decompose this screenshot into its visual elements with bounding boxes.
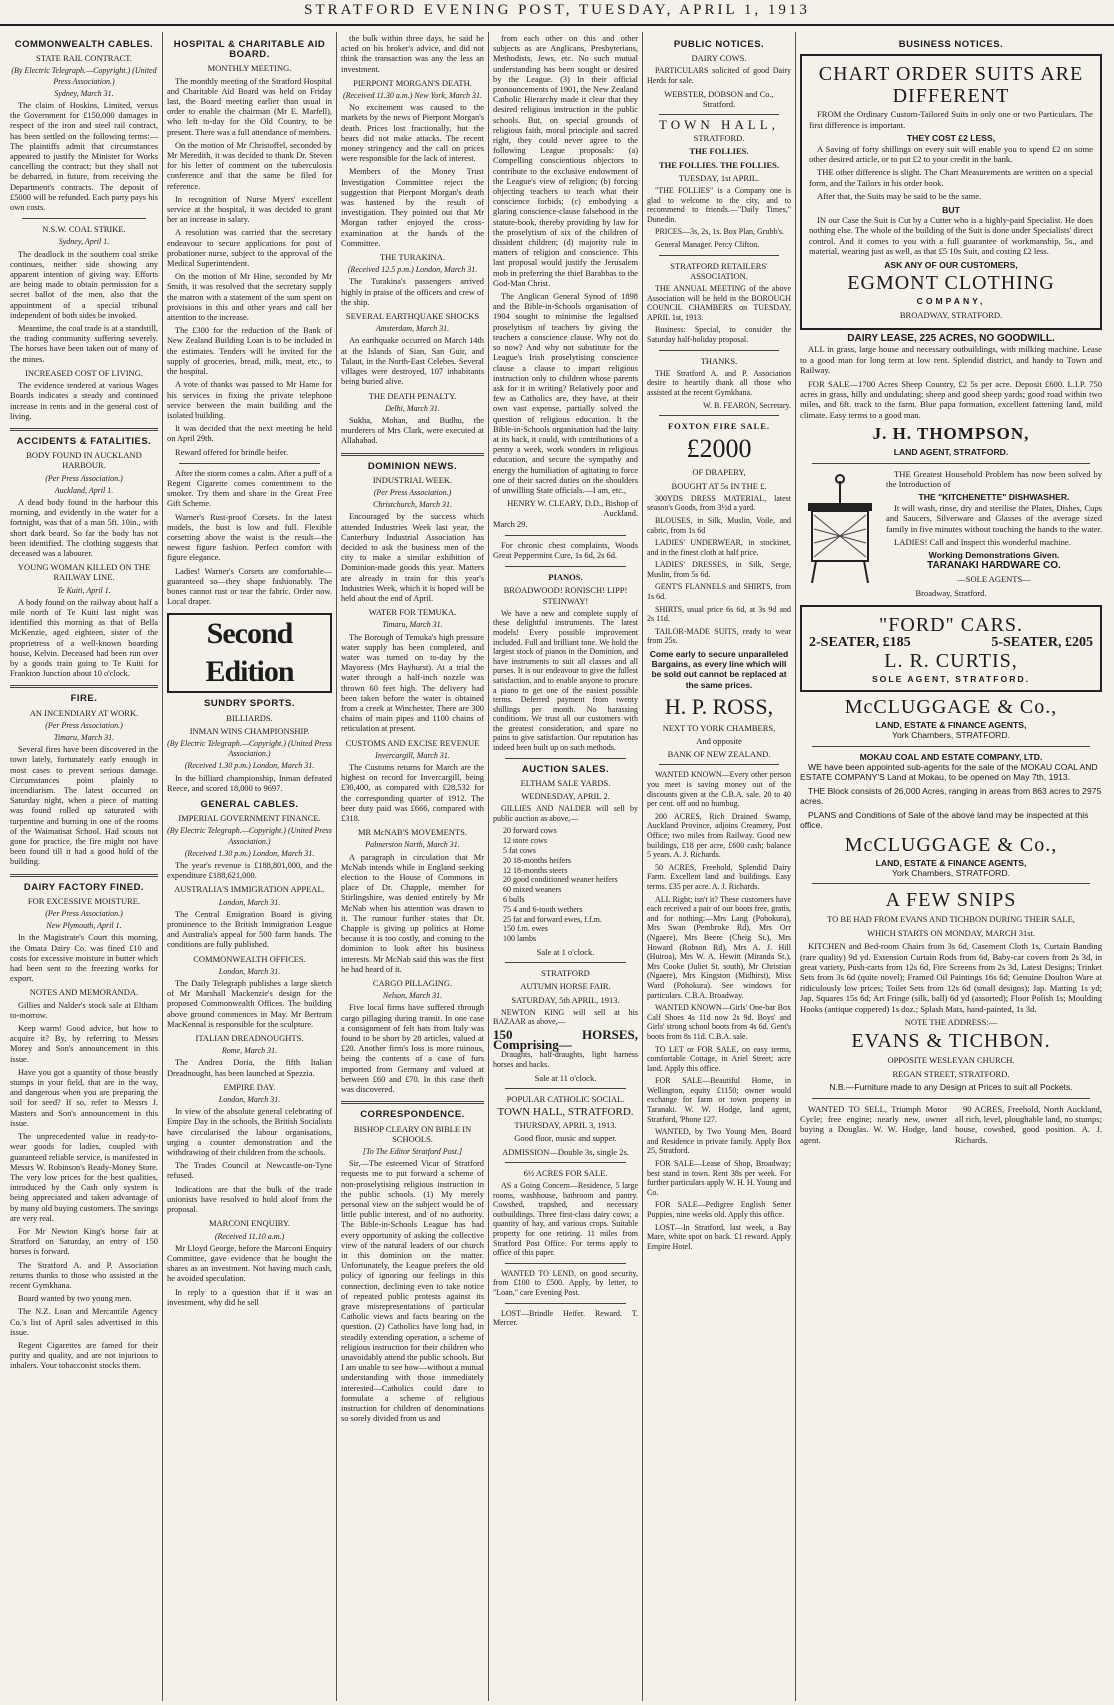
- column-6: [796, 34, 1106, 1699]
- article-title: AN INCENDIARY AT WORK.: [29, 707, 139, 718]
- advert-highlight: Working Demonstrations Given.: [928, 550, 1060, 561]
- advert-company-suffix: COMPANY,: [916, 296, 986, 307]
- advert-subtitle: LAND, ESTATE & FINANCE AGENTS,: [875, 719, 1027, 730]
- advert-manager: General Manager. Percy Clifton.: [655, 239, 760, 249]
- article-dateline: (Received 1.30 p.m.) London, March 31.: [184, 761, 315, 771]
- article-text: It was decided that the next meeting be held on April 29th.: [167, 424, 332, 444]
- second-edition-banner: Second Edition: [167, 613, 332, 693]
- advert-title: POPULAR CATHOLIC SOCIAL.: [506, 1093, 625, 1104]
- article-title: MONTHLY MEETING.: [207, 63, 292, 74]
- advert-address: REGAN STREET, STRATFORD.: [892, 1068, 1010, 1079]
- classified-ad: LOST—In Stratford, last week, a Bay Mare, white spot on back. £1 reward. Apply Empire Hotel.: [647, 1222, 791, 1251]
- article-credit: (Per Press Association.): [45, 720, 123, 730]
- advert-agents: —SOLE AGENTS—: [957, 574, 1031, 585]
- article-text: No excitement was caused to the markets by the news of Pierpont Morgan's death. Prices lost fractionally, but the bears did not make attacks. The recent money stringency and the call on prices were responsible for the lack of interest.: [341, 103, 484, 164]
- advert-company: McCLUGGAGE & Co.,: [844, 833, 1058, 856]
- article-title: SEVERAL EARTHQUAKE SHOCKS: [345, 311, 480, 322]
- advert-agent-title: SOLE AGENT, STRATFORD.: [871, 674, 1031, 685]
- list-item: 75 4 and 6-tooth wethers: [503, 904, 583, 914]
- list-item: BLOUSES, in Silk, Muslin, Voile, and cabric, from 1s 6d: [647, 515, 791, 535]
- classified-ad: ALL Right; isn't it? These customers have each received a pair of our boots free, gratis, and for nothing:—Mrs Lang (Pohokura), Mrs Swan (Pembroke Rd), Mrs Orr (Ngaere), Mrs Beere (Cheig St.), Mrs Howard (Robson Rd), Mrs A. J. Hill (Huiroa), Mrs W. A. Hewitt (Miranda St.), Mrs Cooke (Juliet St. south), Mr Christian (Ngaere), Mrs Kingston (Midhirst), Miss Ward (Pohokura). See windows for particulars. C.B.A. Broadway.: [647, 894, 791, 1000]
- advert-show-line: THE FOLLIES. THE FOLLIES.: [658, 159, 780, 170]
- article-dateline: Auckland, April 1.: [54, 485, 114, 495]
- article-title: CARGO PILLAGING.: [372, 978, 453, 989]
- masthead: STRATFORD EVENING POST, TUESDAY, APRIL 1, 1913: [0, 2, 1114, 26]
- section-heading: CORRESPONDENCE.: [360, 1109, 465, 1121]
- advert-text: FOR SALE—1700 Acres Sheep Country, £2 5s per acre. Deposit £600. L.I.P. 750 acres in grass, hilly and undulating; sheep and good sheep yards; good road within two miles, and 6ft. track to the farm. Blue papa formation, excellent fattening land, mild climate. Easy terms to a good man.: [800, 378, 1102, 420]
- advert-text: Ladies! Warner's Corsets are comfortable—guaranteed so—they shape fashionably. The bones cannot rust or tear the fabric. Order now. Local draper.: [167, 566, 332, 607]
- classified-ad: WANTED KNOWN—Every other person you meet is saving money out of the discounts given at the C.B.A. sale. 20 to 40 per cent. off and no humbug.: [647, 770, 791, 809]
- article-text: For Mr Newton King's horse fair at Stratford on Saturday, an entry of 150 horses is forward.: [10, 1226, 158, 1257]
- article-credit: (By Electric Telegraph.—Copyright.) (United Press Association.): [11, 66, 157, 86]
- list-item: 12 store cows: [503, 836, 547, 846]
- advert-agent: L. R. CURTIS,: [884, 650, 1018, 673]
- letter-signature: HENRY W. CLEARY, D.D., Bishop of Auckland.: [507, 499, 638, 519]
- advert-brands: BROADWOOD! RONISCH! LIPP! STEINWAY!: [503, 585, 628, 606]
- advert-highlight: BUT: [942, 204, 960, 215]
- article-title: THE DEATH PENALTY.: [368, 390, 457, 401]
- classified-ad: FOR SALE—Lease of Shop, Broadway; best stand in town. Rent 38s per week. For further particulars apply W. H. H. Young and Co.: [647, 1159, 791, 1197]
- advert-title: TOWN HALL,: [659, 117, 779, 132]
- article-title: INDUSTRIAL WEEK.: [372, 474, 453, 485]
- advert-agent-title: LAND AGENT, STRATFORD.: [893, 447, 1009, 458]
- article-text: On the motion of Mr Hine, seconded by Mr Smith, it was resolved that the secretary supply the matron with a statement of the sum spent on provisions in this and other years and call her attention to the increase.: [167, 272, 332, 323]
- article-dateline: Timaru, March 31.: [382, 620, 443, 630]
- advert-price-two-seater: 2-SEATER, £185: [809, 635, 911, 651]
- advert-text: IN our Case the Suit is Cut by a Cutter who is a highly-paid Specialist. He does nothing else. The whole of the building of the Suit is done under Specialists' direct control. And it comes to you with a full guarantee of workmanship, 5s., and material, wearing just as well, as that £5 10s Suit, and costing £2 less.: [809, 215, 1093, 257]
- article-text: The monthly meeting of the Stratford Hospital and Charitable Aid Board was held on Friday last, the Board meeting earlier than usual in order to enable the chairman (Mr E. Marfell), who left to-day for the Old Country, to be present. There was a full attendance of members.: [167, 76, 332, 137]
- advert-title: STRATFORD: [541, 968, 590, 979]
- article-text: the bulk within three days, he said he acted on his broker's advice, and did not think the transaction was any the less an investment.: [341, 34, 484, 74]
- advert-text: PLANS and Conditions of Sale of the above land may be inspected at this office.: [800, 809, 1089, 831]
- advert-subtitle: AUTUMN HORSE FAIR.: [520, 981, 611, 992]
- article-title: THE TURAKINA.: [379, 252, 445, 263]
- advert-subtitle: STRATFORD.: [693, 133, 745, 144]
- classified-ad: WANTED, by Two Young Men, Board and Residence in private family. Apply Box 25, Stratford.: [647, 1127, 791, 1156]
- advert-note: NOTE THE ADDRESS:—: [904, 1016, 998, 1027]
- chart-order-suits-advert: [800, 54, 1102, 330]
- advert-company: EGMONT CLOTHING: [847, 272, 1055, 295]
- article-dateline: (Received 11.30 a.m.) New York, March 31.: [342, 91, 482, 101]
- list-item: 20 good conditioned weaner heifers: [503, 875, 618, 885]
- list-item: GENT'S FLANNELS and SHIRTS, from 1s 6d.: [647, 582, 791, 602]
- advert-company: McCLUGGAGE & Co.,: [844, 695, 1058, 718]
- list-item: 6 bulls: [503, 895, 525, 905]
- advert-text: LADIES! Call and Inspect this wonderful machine.: [894, 537, 1071, 547]
- article-title: BILLIARDS.: [226, 712, 273, 723]
- list-item: 20 forward cows: [503, 826, 557, 836]
- classified-ad: 200 ACRES, Rich Drained Swamp, Auckland Province, adjoins Creamery, Post Office; two miles from Railway. Good new buildings, £18 per acre, £600 cash; balance 5 years. A. J. Richards.: [647, 811, 791, 860]
- advert-text: FROM the Ordinary Custom-Tailored Suits in only one or two Particulars. The first difference is important.: [809, 109, 1093, 130]
- advert-prices: PRICES—3s, 2s, 1s. Box Plan, Grubb's.: [655, 227, 785, 237]
- list-item: SHIRTS, usual price 6s 6d, at 3s 9d and 2s 11d.: [647, 604, 791, 624]
- list-item: 5 fat cows: [503, 846, 536, 856]
- article-title: IMPERIAL GOVERNMENT FINANCE.: [178, 813, 321, 824]
- advert-text: After that, the Suits may be said to be the same.: [817, 191, 982, 202]
- article-dateline: Te Kuiti, April 1.: [57, 585, 111, 595]
- article-text: Regent Cigarettes are famed for their purity and quality, and are not injurious to inhalers. Your tobacconist stocks them.: [10, 1340, 158, 1371]
- advert-text: "THE FOLLIES" is a Company one is glad to welcome to the city, and to recommend to friends.—"Daily Times," Dunedin.: [647, 186, 791, 224]
- article-credit: (By Electric Telegraph.—Copyright.) (United Press Association.): [167, 738, 332, 759]
- article-text: A dead body found in the harbour this morning, and evidently in the water for a fortnight, was that of a man 5ft. 10in., with short dark beard. So far the body has not been identified. The clothing suggests that deceased was a labourer.: [10, 497, 158, 558]
- article-title: N.S.W. COAL STRIKE.: [42, 224, 126, 235]
- letter-date: March 29.: [493, 519, 528, 529]
- advert-text: ALL in grass, large house and necessary outbuildings, with milking machine. Lease to a good man for long term at low rent. Splendid district, and handy to Town and Railway.: [800, 344, 1102, 376]
- article-dateline: London, March 31.: [218, 966, 281, 976]
- section-heading: COMMONWEALTH CABLES.: [14, 39, 154, 50]
- advert-text: It will wash, rinse, dry and sterilise the Plates, Dishes, Cups and Saucers, Silverware and Glasses of the average sized family in five minutes without touching the hands to the water.: [886, 502, 1102, 534]
- advert-subtitle: TO BE HAD FROM EVANS AND TICHBON DURING THEIR SALE,: [827, 914, 1075, 925]
- advert-company: EVANS & TICHBON.: [851, 1030, 1051, 1053]
- advert-address: Broadway, Stratford.: [915, 587, 987, 598]
- list-item: 20 18-months heifers: [503, 855, 571, 865]
- article-dateline: Sydney, April 1.: [58, 237, 110, 247]
- article-dateline: Sydney, March 31.: [54, 88, 114, 98]
- advert-company: TARANAKI HARDWARE CO.: [927, 559, 1061, 571]
- article-title: INCREASED COST OF LIVING.: [25, 367, 143, 378]
- advert-venue: TOWN HALL, STRATFORD.: [497, 1106, 634, 1119]
- article-text: The Andrea Doria, the fifth Italian Dreadnought, has been launched at Spezzia.: [167, 1058, 332, 1078]
- article-dateline: (Received 11.10 a.m.): [214, 1231, 285, 1241]
- article-title: PIERPONT MORGAN'S DEATH.: [353, 77, 472, 88]
- advert-count: 150 HORSES, Comprising—: [493, 1027, 638, 1053]
- article-credit: (By Electric Telegraph.—Copyright.) (United Press Association.): [167, 826, 332, 846]
- advert-highlight: ASK ANY OF OUR CUSTOMERS,: [884, 259, 1018, 270]
- advert-text: A Saving of forty shillings on every suit will enable you to spend £2 on some other desired article, or to put £2 to your credit in the bank.: [809, 143, 1093, 165]
- article-text: In view of the absolute general celebrating of Empire Day in the schools, the British Socialists have circularised the labour organisations, urging a counter demonstration and the withdrawing of their children from the schools.: [167, 1107, 332, 1158]
- advert-address: BROADWAY, STRATFORD.: [899, 309, 1003, 320]
- dishwasher-illustration-icon: [800, 471, 880, 586]
- article-title: NOTES AND MEMORANDA.: [29, 987, 139, 998]
- advert-text: Business: Special, to consider the Saturday half-holiday proposal.: [647, 325, 791, 344]
- advert-title: DAIRY LEASE, 225 ACRES, NO GOODWILL.: [847, 332, 1055, 344]
- advert-text: And opposite: [696, 736, 742, 747]
- advert-title: PIANOS.: [548, 572, 583, 583]
- advert-text: After the storm comes a calm. After a puff of a Regent Cigarette comes contentment to the smoker. Try them and share in the Great Free Gift Scheme.: [167, 468, 332, 509]
- advert-text: THE Block consists of 26,000 Acres, ranging in areas from 863 acres to 2975 acres.: [800, 785, 1102, 807]
- article-text: The Daily Telegraph publishes a large sketch of Mr Marshall Mackenzie's design for the proposed Commonwealth Offices. The building above ground commences in May. Mr Bertram MacKennal is responsible for the sculpture.: [167, 979, 332, 1029]
- article-text: Sir,—The esteemed Vicar of Stratford requests me to put forward a scheme of non-proselytising religious instruction in the public schools. (1) My merely personal view on the subject would be of little public interest, and of no authority. The Bible-in-Schools League has had every opportunity of asking the collective view of the natural leaders of our church in this dominion on the matter. Unfortunately, the League prefers the old policy of ignoring our feelings in this connection, declining even to take notice of repeated public protests against its grave misrepresentations of particular Catholic views and facts bearing on the question. (2) Catholics have long had, in steadily extending operation, a scheme of religious instruction for their children who unavoidably attend the public schools. But I am unable to see how—without a mutual understanding with those immediately interested—Catholics could dare to formulate a scheme of religious instruction for children of denominations so sorely divided from us and: [341, 1159, 484, 1424]
- article-text: from each other on this and other subjects as are Anglicans, Presbyterians, Methodists, Jews, etc. No such mutual understanding has been sought or desired by the League. (3) In their official pronouncements of 1901, the New Zealand Catholic Hierarchy made it clear that they desired religious instruction in the public schools. But, on special grounds of religious faith, moral principle and sacred right, they could never agree to the following League proposals: (a) Compelling conscientious objectors to contribute to the exclusive endowment of the League's view of religion; (b) forcing objecting teachers to teach what their conscience forbids; (c) embodying a glaring conscience-clause falsehood in the statute-book, thereby providing by law for the proselytism of six of the children of dissident children; (d) majority rule in matters of religion and conscience. This last proposal would justify the Jerusalem mob in preferring the thief Barabbas to the God-Man Christ.: [493, 34, 638, 288]
- article-dateline: New Plymouth, April 1.: [46, 921, 122, 931]
- advert-highlight: THEY COST £2 LESS,: [906, 133, 996, 144]
- article-text: Encouraged by the success which attended Industries Week last year, the Canterbury Industrial Association has decided to ask the business men of the city to make a similar exhibition of Dominion-made goods this year. Matters are already in train for this year's Industries Week, which it is hoped will be held about the end of April.: [341, 512, 484, 603]
- classified-ad: FOR SALE—Pedigree English Setter Puppies, nine weeks old. Apply this office.: [647, 1200, 791, 1219]
- article-subtitle: [To The Editor Stratford Post.]: [362, 1146, 463, 1156]
- advert-signature: W. B. FEARON, Secretary.: [703, 400, 791, 410]
- list-item: 150 f.m. ewes: [503, 924, 548, 934]
- article-credit: (Per Press Association.): [45, 909, 123, 919]
- advert-title: CHART ORDER SUITS ARE DIFFERENT: [818, 63, 1084, 108]
- advert-date: WEDNESDAY, APRIL 2.: [521, 791, 610, 802]
- advert-text: WE have been appointed sub-agents for the sale of the MOKAU COAL AND ESTATE COMPANY'S Land at Mokau, to be opened on May 7th, 1913.: [800, 762, 1098, 783]
- advert-address: York Chambers, STRATFORD.: [892, 867, 1010, 878]
- article-dateline: Rome, March 31.: [221, 1046, 278, 1056]
- advert-agent: J. H. THOMPSON,: [872, 424, 1030, 444]
- advert-note: Come early to secure unparalleled Bargains, as every line which will be sold out cannot be replaced at the same prices.: [649, 649, 789, 690]
- advert-title: A FEW SNIPS: [885, 889, 1017, 912]
- classified-ad: FOR SALE—Beautiful Home, in Wellington, equity £1150; owner would exchange for farm or town property in Taranaki. W. W. Hodge, land agent, Stratford, 'Phone 127.: [647, 1076, 791, 1124]
- advert-date: TUESDAY, 1st APRIL.: [678, 172, 760, 183]
- article-text: A vote of thanks was passed to Mr Hame for his services in fixing the private telephone service between the main building and the isolated building.: [167, 380, 332, 420]
- article-text: The Central Emigration Board is giving prominence to the British Immigration League and Australia's appeal for 500 farm hands. The conditions are fully published.: [167, 909, 332, 950]
- advert-price-five-seater: 5-SEATER, £205: [991, 635, 1093, 651]
- classified-ad: WANTED TO SELL, Triumph Motor Cycle; free engine; nearly new, owner buying a Douglas. W. W. Hodge, land agent.: [800, 1103, 947, 1145]
- advert-amount: £2000: [686, 434, 752, 464]
- column-1: [6, 34, 162, 1699]
- classified-ad: 90 ACRES, Freehold, North Auckland, all rich, level, ploughable land, no stumps; house, cowshed, good position. A. J. Richards.: [955, 1103, 1102, 1145]
- advert-subtitle: ELTHAM SALE YARDS.: [520, 777, 611, 788]
- article-text: A paragraph in circulation that Mr McNab intends while in England seeking election to the House of Commons in place of Dr. Chapple, member for Stirlingshire, was denied entirely by Mr McNab when his attention was drawn to it. The rumour further states that Dr. Chapple is giving up politics at Home because it is too costly, and coming to the dominion to look after his business interests. Mr McNab said this was the first he had heard of it.: [341, 852, 484, 974]
- article-dateline: London, March 31.: [218, 1095, 281, 1105]
- article-text: The Turakina's passengers arrived highly in praise of the officers and crew of the ship.: [341, 277, 484, 307]
- section-heading: FIRE.: [70, 693, 98, 705]
- advert-text: GILLIES AND NALDER will sell by public auction as above,—: [493, 804, 638, 823]
- advert-text: PARTICULARS solicited of good Dairy Herds for sale.: [647, 66, 791, 85]
- advert-address: York Chambers, STRATFORD.: [892, 730, 1010, 741]
- advert-date: SATURDAY, 5th APRIL, 1913.: [511, 994, 620, 1005]
- advert-show: THE FOLLIES.: [689, 146, 749, 157]
- article-text: Members of the Money Trust Investigation Committee reject the suggestion that Pierpont Morgan's death was hastened by the result of investigation. They pointed out that Mr Morgan rather enjoyed the cross-examination at the hands of the Committee.: [341, 167, 484, 248]
- section-heading: DAIRY FACTORY FINED.: [23, 881, 145, 893]
- advert-subtitle: LAND, ESTATE & FINANCE AGENTS,: [875, 857, 1027, 868]
- article-text: The evidence tendered at various Wages Boards indicates a steady and continued increase in rents and in the general cost of living.: [10, 381, 158, 421]
- advert-text: Warner's Rust-proof Corsets. In the latest models, the bust is low and full. Flexible corsetting above the waist is the result—the newest figure fashion. Perfect comfort with figure elegance.: [167, 512, 332, 563]
- article-text: In reply to a question that if it was an investment, why did he sell: [167, 1287, 332, 1307]
- advert-text: OF DRAPERY,: [692, 467, 746, 478]
- advert-footer: Sale at 1 o'clock.: [536, 947, 595, 958]
- article-text: The Trades Council at Newcastle-on-Tyne refused.: [167, 1161, 332, 1181]
- advert-signature: WEBSTER, DOBSON and Co., Stratford.: [664, 88, 774, 109]
- article-text: The unprecedented value in ready-to-wear goods for ladies, coupled with guaranteed reliable service, is manifested in Messrs W. Robinson's Ready-Money Store. The very low prices for the best qualities, introduced by the Cash only system is being appreciated and taken advantage of by many old buying customers. The savings are very real.: [10, 1132, 158, 1223]
- advert-text: BANK OF NEW ZEALAND.: [667, 749, 771, 760]
- article-text: Have you got a quantity of those beastly stumps in your field, that are in the way, and dangerous when you are preparing the soil for seed? If so, refer to Messrs J. Masters and Son's announcement in this issue.: [10, 1067, 158, 1128]
- article-text: Gillies and Nalder's stock sale at Eltham to-morrow.: [10, 1000, 158, 1020]
- article-text: The Stratford A. and P. Association returns thanks to those who assisted at the recent Gymkhana.: [10, 1260, 158, 1290]
- column-5: [643, 34, 795, 1699]
- article-title: ITALIAN DREADNOUGHTS.: [195, 1033, 304, 1044]
- advert-title: THANKS.: [700, 355, 738, 366]
- article-text: The claim of Hoskins, Limited, versus the Government for £150,000 damages in respect of the iron and steel rail contract, has been settled on the following terms:—The plaintiffs admit that circumstances appeared to justify the Minister for Works cancelling the contract; but they shall not be debarred, in future, from receiving the Department's contracts. The deposit of £5000 will be refunded. Each party pays his own costs.: [10, 101, 158, 213]
- article-credit: (Per Press Association.): [373, 487, 452, 497]
- classified-ad: TO LET or FOR SALE, on easy terms, comfortable Cottage, in Ariel Street; acre land. Apply this office.: [647, 1044, 791, 1073]
- section-heading: PUBLIC NOTICES.: [673, 39, 765, 50]
- advert-text: LOST—Brindle Heifer. Reward. T. Mercer.: [493, 1308, 638, 1328]
- article-title: BISHOP CLEARY ON BIBLE IN SCHOOLS.: [353, 1123, 472, 1144]
- advert-title: MOKAU COAL AND ESTATE COMPANY, LTD.: [859, 751, 1043, 762]
- advert-title: 6½ ACRES FOR SALE.: [523, 1167, 608, 1178]
- article-title: EMPIRE DAY.: [223, 1081, 276, 1092]
- article-text: The deadlock in the southern coal strike continues, neither side showing any apparent intention of giving way. Efforts are being made to obtain permission for a secret ballot of the men, also that the appointment of a special tribunal independent of both sides be invoked.: [10, 249, 158, 320]
- list-item: 12 18-months steers: [503, 865, 568, 875]
- advert-text: Good floor, music and supper.: [514, 1133, 617, 1144]
- article-dateline: Palmerston North, March 31.: [365, 840, 460, 850]
- article-title: COMMONWEALTH OFFICES.: [193, 953, 306, 964]
- article-text: In the billiard championship, Inman defeated Reece, and scored 18,000 to 9697.: [167, 773, 332, 793]
- article-title: AUSTRALIA'S IMMIGRATION APPEAL.: [174, 884, 325, 895]
- advert-footer: Sale at 11 o'clock.: [534, 1072, 597, 1083]
- article-text: Meantime, the coal trade is at a standstill, the trading community suffering severely. The horses have been taken out of many of the mines.: [10, 324, 158, 364]
- article-text: The year's revenue is £188,801,000, and the expenditure £188,621,000.: [167, 861, 332, 881]
- column-3: [337, 34, 488, 1699]
- article-text: Mr Lloyd George, before the Marconi Enquiry Committee, gave evidence that he bought the shares as an investment. Not having much cash, he avoided speculation.: [167, 1243, 332, 1284]
- article-dateline: Delhi, March 31.: [385, 403, 440, 413]
- article-text: Reward offered for brindle heifer.: [175, 447, 289, 457]
- article-title: WATER FOR TEMUKA.: [368, 607, 457, 618]
- advert-text: Draughts, half-draughts, light harness horses and hacks.: [493, 1050, 638, 1070]
- advert-text: NEWTON KING will sell at his BAZAAR as above,—: [493, 1007, 638, 1027]
- advert-text: THE other difference is slight. The Chart Measurements are written on a special form, and the Tailors in his order book.: [809, 167, 1093, 188]
- article-text: Five local firms have suffered through cargo pillaging during transit. In one case a consignment of felt hats from Italy was found to be short by 28 articles, valued at £20. Another firm's loss is more ruinous, being the contents of a case of furs imported from Germany and valued at between £60 and £70. In this case theft was discovered.: [341, 1003, 484, 1095]
- article-text: Board wanted by two young men.: [18, 1294, 132, 1304]
- article-subtitle: INMAN WINS CHAMPIONSHIP.: [189, 725, 310, 736]
- article-title: YOUNG WOMAN KILLED ON THE RAILWAY LINE.: [17, 562, 151, 583]
- advert-date: WHICH STARTS ON MONDAY, MARCH 31st.: [866, 927, 1036, 938]
- article-title: BODY FOUND IN AUCKLAND HARBOUR.: [26, 450, 142, 471]
- article-text: The N.Z. Loan and Mercantile Agency Co.'s list of April sales advertised in this issue.: [10, 1307, 158, 1337]
- kitchenette-advert: [800, 469, 1102, 601]
- advert-text: BOUGHT AT 5s IN THE £.: [671, 480, 767, 491]
- advert-product: THE "KITCHENETTE" DISHWASHER.: [918, 492, 1070, 503]
- article-text: The Borough of Temuka's high pressure water supply has been completed, and water was turned on to-day by the Mayoress (Mrs Hayhurst). At a trial the water through a half-inch nozzle was thrown 60 feet high. The delivery had been taken before the water is obtained from a creek at Winchester. There are 300 chains of main pipes and 1100 chains of reticulation at present.: [341, 632, 484, 734]
- advert-text: THE Greatest Household Problem has now been solved by the Introduction of: [886, 468, 1102, 489]
- article-text: The £300 for the reduction of the Bank of New Zealand Building Loan is to be included in the estimates. Tenders will be invited for the supply of groceries, bread, milk, meat, etc., to the hospital.: [167, 326, 332, 377]
- section-heading: ACCIDENTS & FATALITIES.: [16, 435, 152, 447]
- advert-title: "FORD" CARS.: [879, 614, 1023, 637]
- section-heading: HOSPITAL & CHARITABLE AID BOARD.: [173, 39, 326, 61]
- advert-title: DAIRY COWS.: [691, 53, 747, 64]
- article-dateline: Invercargill, March 31.: [375, 750, 450, 760]
- advert-name: H. P. ROSS,: [664, 693, 774, 719]
- advert-text: KITCHEN and Bed-room Chairs from 3s 6d, Casement Cloth 1s, Curtain Banding (rare quality) 9d yd. Extension Curtain Rods from 6d, Baby-car covers from 2s 3d, in great variety, Push-carts from 12s 6d, Fire Screens from 2s 3d, Latest Designs; Trinket Sets from 3s 6d (quite novel); Framed Oil Paintings 16s 6d; Genuine Doulton Ware at ridiculously low prices; Toilet Sets from 12s 6d (small designs); Jap. Matting 1s yd; Jap. Squares 15s 6d; Art Fringe (silk, ball) 6d yd (assorted); Floor Polish 1s; Moulding Hooks (antique coppered) 1s doz.; Splash Mats, hand-painted, 1s 3d.: [800, 941, 1102, 1014]
- list-item: 60 mixed weaners: [503, 885, 562, 895]
- article-dateline: (Received 1.30 p.m.) London, March 31.: [184, 848, 315, 858]
- article-text: On the motion of Mr Christoffel, seconded by Mr Meredith, it was decided to thank Dr. Steven for his letter of comment on the tuberculosis conference and that the same be filed for reference.: [167, 140, 332, 191]
- article-text: Sukha, Mohan, and Budhu, the murderers of Mrs Clark, were executed at Allahabad.: [341, 415, 484, 446]
- advert-date: THURSDAY, APRIL 3, 1913.: [514, 1120, 617, 1131]
- advert-admission: ADMISSION—Double 3s, single 2s.: [502, 1146, 629, 1157]
- article-text: In the Magistrate's Court this morning, the Omata Dairy Co. was fined £10 and costs for excessive moisture in butter which had been sent to the freezing works for export.: [10, 933, 158, 984]
- article-dateline: Timaru, March 31.: [53, 732, 115, 742]
- list-item: 25 fat and forward ewes, f.f.m.: [503, 914, 602, 924]
- article-dateline: Christchurch, March 31.: [373, 500, 452, 510]
- section-heading: SUNDRY SPORTS.: [204, 698, 295, 710]
- article-dateline: Amsterdam, March 31.: [375, 324, 450, 334]
- article-dateline: London, March 31.: [218, 897, 281, 907]
- section-heading: GENERAL CABLES.: [200, 798, 299, 810]
- list-item: LADIES' DRESSES, in Silk, Serge, Muslin, from 5s 6d.: [647, 560, 791, 579]
- advert-text: THE ANNUAL MEETING of the above Association will be held in the BOROUGH COUNCIL CHAMBERS on TUESDAY, APRIL 1st, 1913.: [647, 283, 791, 322]
- article-text: A resolution was carried that the secretary endeavour to secure applications for post of probationer nurse, subject to the approval of the Medical Superintendent.: [167, 228, 332, 269]
- advert-text: WANTED TO LEND, on good security, from £100 to £500. Apply, by letter, to "Loan," care Evening Post.: [493, 1268, 638, 1297]
- article-title: FOR EXCESSIVE MOISTURE.: [27, 895, 141, 906]
- advert-title: STRATFORD RETAILERS' ASSOCIATION.: [670, 260, 768, 281]
- stock-list: [493, 826, 638, 944]
- article-dateline: (Received 12.5 p.m.) London, March 31.: [347, 265, 478, 275]
- article-text: Indications are that the bulk of the trade unionists have resolved to hold aloof from the proposal.: [167, 1184, 332, 1215]
- section-heading: DOMINION NEWS.: [367, 460, 458, 472]
- advert-title: FOXTON FIRE SALE.: [667, 421, 771, 432]
- article-text: The Anglican General Synod of 1898 and the Bible-in-Schools organisation of 1904 sought to minimise the legalised proselytism of teachers by giving the teachers a conscience clause. Why not do so now? And why not substitute for the League's Irish proselytising conscience clause a clause to impart religious instruction only to children whose parents ask for it in writing? Relatively poor and few as Catholics are, they have, at their own vast expense, partially solved the question of religious education. It the Bible-in-Schools organisation had the laity at its back, it could, with contributions of a penny a week, work wonders in religious education, and secure the sympathy and energy the humiliation of agitating to force one of their sacred duties on the shoulders of unwilling State officials.—I am, etc.,: [493, 292, 638, 495]
- list-item: LADIES' UNDERWEAR, in stockinet, and in the finest cloth at half price.: [647, 538, 791, 557]
- ford-cars-advert: [800, 605, 1102, 692]
- advert-text: THE Stratford A. and P. Association desire to heartily thank all those who assisted at the recent Gymkhana.: [647, 368, 791, 397]
- list-item: 100 lambs: [503, 934, 537, 944]
- column-2: [163, 34, 336, 1699]
- article-title: MARCONI ENQUIRY.: [208, 1218, 291, 1229]
- classified-ad: 50 ACRES, Freehold, Splendid Dairy Farm. Excellent land and buildings. Easy terms. £35 per acre. A. J. Richards.: [647, 862, 791, 891]
- article-title: STATE RAIL CONTRACT.: [36, 53, 132, 64]
- advert-subtitle: OPPOSITE WESLEYAN CHURCH.: [887, 1055, 1015, 1066]
- list-item: TAILOR-MADE SUITS, ready to wear from 25s.: [647, 626, 791, 646]
- advert-text: For chronic chest complaints, Woods Great Peppermint Cure, 1s 6d, 2s 6d.: [493, 540, 638, 560]
- article-credit: (Per Press Association.): [45, 473, 123, 483]
- advert-address: NEXT TO YORK CHAMBERS,: [662, 722, 776, 733]
- article-title: CUSTOMS AND EXCISE REVENUE: [345, 737, 480, 748]
- article-text: Several fires have been discovered in the town lately, fortunately early enough in most cases to prevent serious damage. Circumstances point plainly to incendiarism. The latest occurred on Saturday night, when a piece of matting was found rolled up saturated with turpentine and burning in one of the rooms of the Waimatisat School. Had scouts not gone for practice, the fire might not have been found till it had a good hold of the building.: [10, 745, 158, 867]
- section-heading: BUSINESS NOTICES.: [898, 39, 1004, 50]
- article-text: A body found on the railway about half a mile north of Te Kuiti last night was identified this morning as that of Bella McKenzie, aged eighteen, sister of the proprietress of a well-known boarding house, Kelvin. Deceased had been run over by a goods train going to Te Kuiti for Frankton Junction about 10 o'clock.: [10, 597, 158, 679]
- section-heading: AUCTION SALES.: [521, 763, 610, 775]
- article-text: An earthquake occurred on March 14th at the Islands of Sian, San Guir, and Talaut, in the North-East Celebes. Several villages were destroyed, 107 inhabitants being buried alive.: [341, 336, 484, 387]
- article-dateline: Nelson, March 31.: [382, 991, 443, 1001]
- article-text: Keep warm! Good advice, but how to acquire it? By, by referring to Messrs Morey and Son's announcement in this issue.: [10, 1024, 158, 1064]
- article-title: MR McNAB'S MOVEMENTS.: [358, 827, 467, 838]
- advert-text: We have a new and complete supply of these delightful instruments. The latest models! Every possible improvement included. Full and brilliant tone. We hold the largest stock of pianos in the Dominion, and have instruments to suit all classes and all purses. It is our endeavour to give the fullest satisfaction, and to enable anyone to procure a piano to get one of the easiest possible terms. Deferred payment from twenty shillings per month. No harassing conditions. We trust all our customers with the greatest consideration, and spare no pains to give satisfaction. Our reputation has indeed been built up on such methods.: [493, 608, 638, 753]
- list-item: 300YDS DRESS MATERIAL, latest season's Goods, from 3½d a yard.: [647, 493, 791, 513]
- advert-text: AS a Going Concern—Residence, 5 large rooms, washhouse, bathroom and pantry. Cowshed, trapshed, and necessary outbuildings. Three first-class dairy cows; a quantity of hay, and various crops. Suitable property for one retiring. 11 miles from Stratford Post Office. For terms apply to office of this paper.: [493, 1181, 638, 1258]
- column-4: [489, 34, 642, 1699]
- article-text: The Customs returns for March are the highest on record for Invercargill, being £30,400, as compared with £28,532 for the corresponding quarter of 1912. The beer duty paid was £666, compared with £318.: [341, 763, 484, 824]
- classified-ad: WANTED KNOWN—Girls' One-bar Box Calf Shoes 4s 11d now 2s 9d. Boys' and Girls' strong school boots from 4s 6d. Gent's boots from 8s 11d. C.B.A. sale.: [647, 1003, 791, 1041]
- advert-note: N.B.—Furniture made to any Design at Prices to suit all Pockets.: [829, 1082, 1073, 1093]
- article-text: In recognition of Nurse Myers' excellent service at the hospital, it was decided to grant her an increase in salary.: [167, 194, 332, 225]
